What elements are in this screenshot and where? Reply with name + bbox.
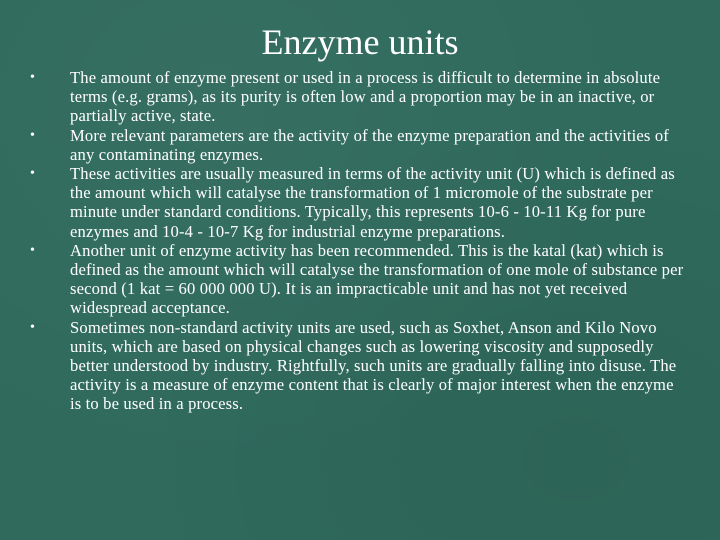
bullet-item-1 [30,68,686,126]
bullet-text: Another unit of enzyme activity has been recommended. This is the katal (kat) which is defined as the amount which will catalyse the transformation of one mole of substance per second (1 kat = 60 000 000 U). It is an impracticable unit and has not yet received widespread acceptance. [70,240,684,318]
bullet-icon: • [30,319,36,335]
bullet-list [30,68,686,414]
bullet-text: Sometimes non-standard activity units are used, such as Soxhet, Anson and Kilo Novo units, which are based on physical changes such as lowering viscosity and supposedly better understood by industry. Rightfully, such units are gradually falling into disuse. The activity is a measure of enzyme content that is clearly of major interest when the enzyme is to be used in a process. [70,317,677,414]
bullet-icon: • [30,127,36,143]
bullet-item-5 [30,318,686,414]
bullet-item-3 [30,164,686,241]
bullet-item-2 [30,126,686,164]
slide-title: Enzyme units [261,22,459,62]
bullet-text: The amount of enzyme present or used in a process is difficult to determine in absolute terms (e.g. grams), as its purity is often low and a proportion may be in an inactive, or partially active, state. [70,68,661,126]
bullet-icon: • [30,70,36,85]
bullet-text: More relevant parameters are the activity of the enzyme preparation and the activities of any contaminating enzymes. [70,125,669,164]
bullet-text: These activities are usually measured in terms of the activity unit (U) which is defined as the amount which will catalyse the transformation of 1 micromole of the substrate per minute under standard conditions. Typically, this represents 10-6 - 10-11 Kg for pure enzymes and 10-4 - 10-7 Kg for industrial enzyme preparations. [70,164,675,241]
bullet-icon: • [30,166,36,182]
bullet-icon: • [30,242,36,258]
bullet-item-4 [30,241,686,318]
